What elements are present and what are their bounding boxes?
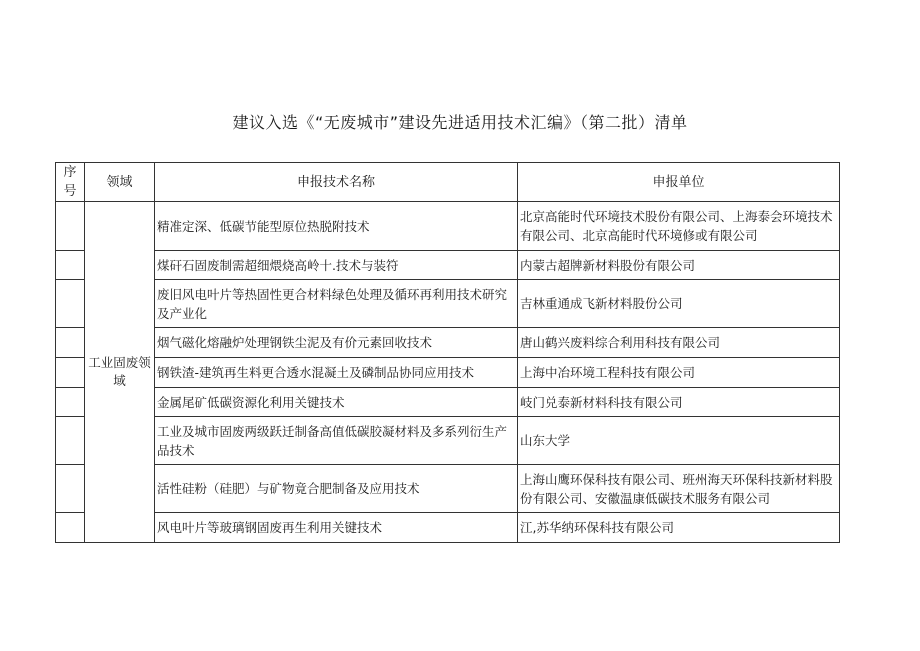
row-unit: 吉林重通成飞新材料股份公司	[518, 280, 840, 328]
row-unit: 山东大学	[518, 417, 840, 465]
row-seq	[56, 202, 85, 251]
row-tech: 钢铁渣-建筑再生料更合透水混凝土及磷制品协同应用技术	[155, 358, 518, 388]
table-row	[56, 251, 840, 280]
table-row	[56, 328, 840, 358]
row-seq	[56, 280, 85, 328]
row-tech: 活性硅粉（硅肥）与矿物竟合肥制备及应用技术	[155, 465, 518, 513]
row-unit: 北京高能时代环境技术股份有限公司、上海泰会环境技术有限公司、北京高能时代环境修或有限公司	[518, 202, 840, 251]
row-seq	[56, 251, 85, 280]
row-seq	[56, 417, 85, 465]
table-row	[56, 417, 840, 465]
table-row	[56, 202, 840, 251]
table-row	[56, 513, 840, 543]
row-unit: 上海山鹰环保科技有限公司、班州海天环保科技新材料股份有限公司、安徽温康低碳技术服务有限公司	[518, 465, 840, 513]
header-tech-name: 申报技术名称	[155, 163, 518, 202]
row-unit: 江,苏华纳环保科技有限公司	[518, 513, 840, 543]
row-unit: 岐门兑泰新材料科技有限公司	[518, 388, 840, 417]
row-unit: 唐山鹤兴废料综合利用科技有限公司	[518, 328, 840, 358]
domain-cell: 工业固废领域	[85, 202, 155, 543]
row-tech: 工业及城市固废两级跃迁制备高值低碳胶凝材料及多系列衍生产品技术	[155, 417, 518, 465]
row-seq	[56, 513, 85, 543]
row-tech: 精准定深、低碳节能型原位热脱附技术	[155, 202, 518, 251]
row-seq	[56, 388, 85, 417]
row-tech: 金属尾矿低碳资源化利用关键技术	[155, 388, 518, 417]
row-tech: 风电叶片等玻璃钢固废再生利用关键技术	[155, 513, 518, 543]
table-row	[56, 358, 840, 388]
header-domain: 领域	[85, 163, 155, 202]
row-seq	[56, 328, 85, 358]
page-title: 建议入选《“无废城市”建设先进适用技术汇编》（第二批）清单	[232, 113, 688, 132]
technology-table	[55, 162, 840, 543]
row-seq	[56, 465, 85, 513]
row-tech: 烟气磁化熔融炉处理钢铁尘泥及有价元素回收技术	[155, 328, 518, 358]
row-tech: 废旧风电叶片等热固性更合材料绿色处理及循环再利用技术研究及产业化	[155, 280, 518, 328]
table-row	[56, 388, 840, 417]
table-row	[56, 465, 840, 513]
header-unit: 申报单位	[518, 163, 840, 202]
table-header-row	[56, 163, 840, 202]
row-tech: 煤矸石固废制需超细煨烧高岭十.技术与装符	[155, 251, 518, 280]
header-seq: 序号	[56, 163, 85, 202]
row-unit: 上海中冶环境工程科技有限公司	[518, 358, 840, 388]
row-seq	[56, 358, 85, 388]
table-row	[56, 280, 840, 328]
row-unit: 内蒙古超牌新材料股份有限公司	[518, 251, 840, 280]
